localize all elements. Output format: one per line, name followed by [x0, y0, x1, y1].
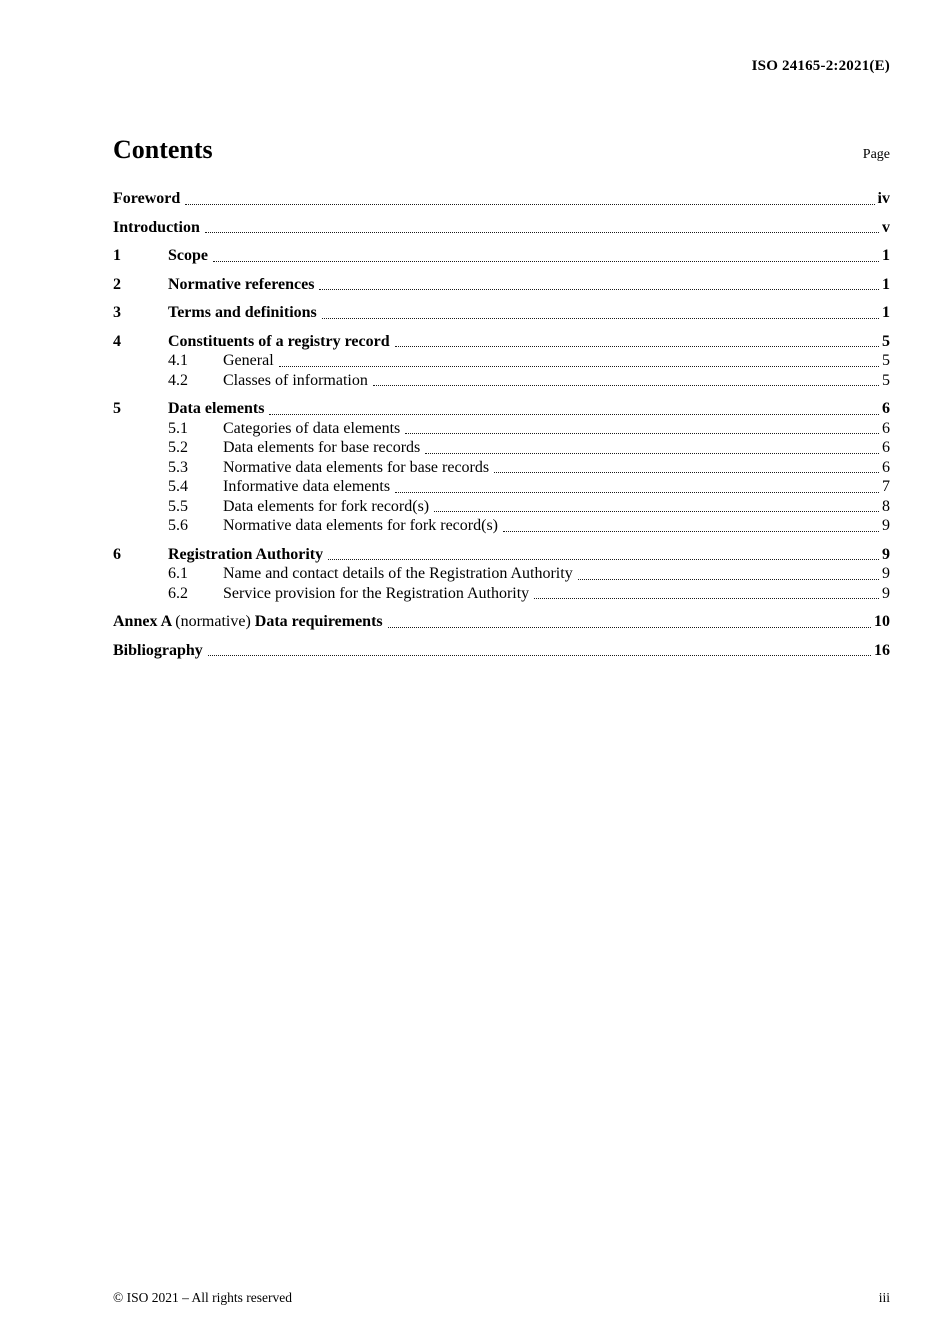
toc-entry-label: Annex A (normative) Data requirements [113, 613, 383, 630]
toc-entry [113, 351, 890, 371]
toc-entry-number: 5.4 [168, 478, 188, 495]
toc-entry [113, 275, 890, 295]
toc-entry-label: Categories of data elements [223, 419, 401, 437]
page-column-label: Page [862, 147, 890, 162]
toc-entry-number: 5 [113, 400, 121, 417]
toc-entry [113, 497, 890, 517]
toc-entry-label: Data elements [168, 400, 265, 417]
toc-entry-page: 16 [874, 641, 890, 659]
toc-entry-label: Normative references [168, 275, 315, 293]
toc-entry-page: 6 [882, 400, 890, 417]
toc-entry [113, 612, 890, 632]
toc-entry-label: Bibliography [113, 641, 203, 659]
toc-entry-number: 6.1 [168, 565, 188, 582]
toc-entry-label: Normative data elements for base records [223, 458, 490, 476]
toc-dotted-leader [213, 260, 879, 262]
toc-dotted-leader [434, 510, 879, 512]
toc-dotted-leader [578, 578, 879, 580]
toc-entry-label: Introduction [113, 218, 200, 236]
toc-dotted-leader [395, 491, 879, 493]
toc-dotted-leader [425, 452, 879, 454]
toc-entry-label: Name and contact details of the Registration Authority [223, 565, 573, 582]
toc-entry-number: 1 [113, 247, 121, 264]
toc-dotted-leader [373, 384, 879, 386]
contents-title: Contents [113, 135, 213, 164]
toc-dotted-leader [322, 317, 879, 319]
toc-entry-number: 6.2 [168, 584, 188, 602]
toc-entry-page: 6 [882, 439, 890, 456]
toc-entry-number: 4.1 [168, 352, 188, 369]
folio-page-number: iii [878, 1290, 890, 1305]
toc-dotted-leader [269, 413, 879, 415]
toc-entry [113, 189, 890, 209]
toc-entry-page: 8 [882, 497, 890, 515]
toc-entry-page: 9 [882, 517, 890, 534]
toc-entry [113, 516, 890, 536]
toc-entry-label: General [223, 352, 274, 369]
toc-entry-label: Registration Authority [168, 545, 324, 563]
toc-entry-label: Foreword [113, 190, 181, 207]
toc-dotted-leader [328, 558, 879, 560]
toc-entry-number: 5.2 [168, 439, 188, 456]
toc-entry [113, 564, 890, 584]
toc-entry [113, 246, 890, 266]
toc-entry-label: Data elements for base records [223, 439, 421, 456]
toc-entry-page: v [882, 218, 890, 236]
contents-title-row [113, 135, 890, 165]
toc-dotted-leader [405, 432, 879, 434]
toc-entry-number: 4.2 [168, 371, 188, 389]
toc-entry-page: 6 [882, 458, 890, 476]
page-header [113, 0, 890, 75]
toc-entry-page: 5 [882, 332, 890, 350]
toc-dotted-leader [205, 231, 879, 233]
toc-dotted-leader [208, 654, 871, 656]
toc-entry-number: 6 [113, 545, 121, 563]
toc-entry-label: Normative data elements for fork record(s) [223, 517, 498, 534]
toc-entry [113, 641, 890, 661]
toc-entry-label: Informative data elements [223, 478, 391, 495]
toc-entry-page: 1 [882, 304, 890, 321]
toc-entry [113, 399, 890, 419]
toc-entry-page: 10 [874, 613, 890, 630]
toc-dotted-leader [279, 365, 879, 367]
toc-entry-page: 9 [882, 584, 890, 602]
toc-entry-page: 9 [882, 565, 890, 582]
toc-entry-label: Data elements for fork record(s) [223, 497, 430, 515]
toc-entry-label: Classes of information [223, 371, 368, 389]
toc-entry-page: 7 [882, 478, 890, 495]
toc-entry [113, 545, 890, 565]
toc-dotted-leader [395, 345, 879, 347]
toc-entry-label: Constituents of a registry record [168, 332, 390, 350]
toc-dotted-leader [185, 203, 874, 205]
toc-entry-label: Scope [168, 247, 208, 264]
toc-entry-page: 1 [882, 247, 890, 264]
toc-dotted-leader [534, 597, 879, 599]
toc-entry [113, 477, 890, 497]
toc-entry-page: 5 [882, 352, 890, 369]
toc-entry-number: 4 [113, 332, 121, 350]
toc-dotted-leader [494, 471, 879, 473]
document-reference: ISO 24165-2:2021(E) [751, 58, 890, 74]
toc-entry-page: 5 [882, 371, 890, 389]
toc-dotted-leader [319, 288, 879, 290]
toc-entry-number: 2 [113, 275, 121, 293]
toc-entry-number: 5.1 [168, 419, 188, 437]
copyright-notice: © ISO 2021 – All rights reserved [113, 1290, 292, 1305]
toc-entry-number: 3 [113, 304, 121, 321]
toc-dotted-leader [388, 626, 871, 628]
toc-entry-number: 5.6 [168, 517, 188, 534]
toc-entry [113, 458, 890, 478]
toc-entry-label: Terms and definitions [168, 304, 317, 321]
toc-entry [113, 332, 890, 352]
toc-entry [113, 438, 890, 458]
toc-entry-label: Service provision for the Registration Authority [223, 584, 530, 602]
toc-entry [113, 303, 890, 323]
toc-entry-page: iv [877, 190, 890, 207]
toc-entry [113, 419, 890, 439]
toc-entry [113, 584, 890, 604]
toc-entry [113, 371, 890, 391]
table-of-contents [113, 189, 890, 660]
page-footer [113, 1290, 890, 1306]
toc-entry-page: 9 [882, 545, 890, 563]
toc-entry-number: 5.5 [168, 497, 188, 515]
toc-entry-page: 1 [882, 275, 890, 293]
toc-dotted-leader [503, 530, 879, 532]
toc-entry-page: 6 [882, 419, 890, 437]
toc-entry-number: 5.3 [168, 458, 188, 476]
toc-entry [113, 218, 890, 238]
